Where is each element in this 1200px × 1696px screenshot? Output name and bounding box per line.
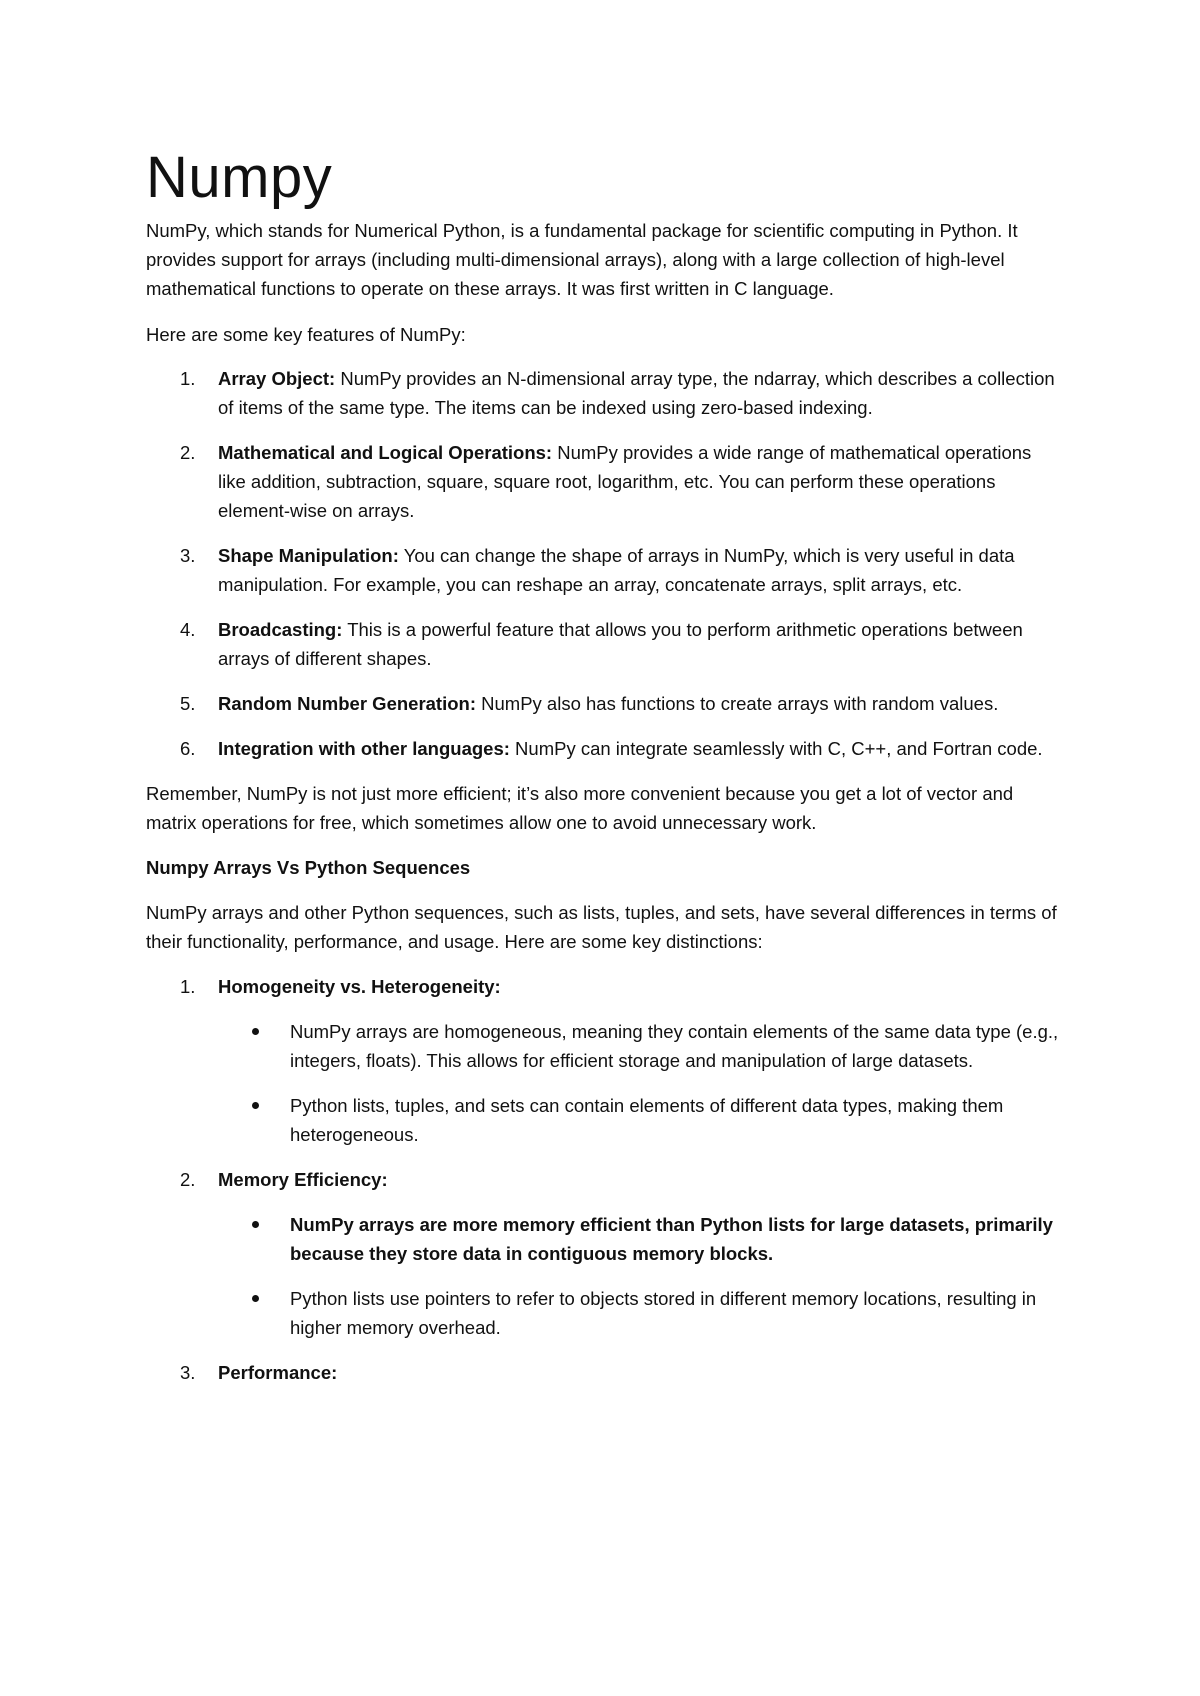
feature-item [180,438,1060,525]
feature-term: Mathematical and Logical Operations: [218,442,553,463]
feature-term: Broadcasting: [218,619,343,640]
feature-text: NumPy also has functions to create arrays with random values. [476,693,999,714]
remember-paragraph: Remember, NumPy is not just more efficient; it’s also more convenient because you get a lot of vector and matrix operations for free, which sometimes allow one to avoid unnecessary work. [146,783,1014,833]
difference-item [180,1358,1060,1387]
feature-term: Random Number Generation: [218,693,476,714]
section-intro: NumPy arrays and other Python sequences, such as lists, tuples, and sets, have several differences in terms of their functionality, performance, and usage. Here are some key distinctions: [146,902,1057,952]
feature-text: NumPy provides an N-dimensional array type, the ndarray, which describes a collection of items of the same type. The items can be indexed using zero-based indexing. [218,368,1055,418]
list-number: 2. [180,1169,196,1190]
differences-list [146,972,1060,1387]
feature-text: This is a powerful feature that allows you to perform arithmetic operations between arrays of different shapes. [218,619,1023,669]
bullet-item [290,1210,1060,1268]
bullet-item [290,1091,1060,1149]
features-lead: Here are some key features of NumPy: [146,324,466,345]
feature-text: You can change the shape of arrays in NumPy, which is very useful in data manipulation. For example, you can reshape an array, concatenate arrays, split arrays, etc. [218,545,1015,595]
bullet-dot-icon [252,1295,259,1302]
feature-text: NumPy can integrate seamlessly with C, C++, and Fortran code. [509,738,1043,759]
bullet-list [218,1017,1060,1149]
difference-term: Homogeneity vs. Heterogeneity: [218,976,501,997]
feature-item [180,615,1060,673]
difference-item [180,972,1060,1149]
bullet-text: NumPy arrays are homogeneous, meaning they contain elements of the same data type (e.g., integers, floats). This allows for efficient storage and manipulation of large datasets. [290,1021,1059,1071]
feature-item [180,364,1060,422]
bullet-item [290,1017,1060,1075]
feature-item [180,689,1060,718]
bullet-text: Python lists, tuples, and sets can contain elements of different data types, making them heterogeneous. [290,1095,1004,1145]
list-number: 1. [180,976,196,997]
section-heading: Numpy Arrays Vs Python Sequences [146,857,471,878]
list-number: 5. [180,693,196,714]
list-number: 1. [180,368,196,389]
bullet-text: Python lists use pointers to refer to objects stored in different memory locations, resulting in higher memory overhead. [290,1288,1037,1338]
feature-term: Array Object: [218,368,336,389]
difference-item [180,1165,1060,1342]
bullet-dot-icon [252,1028,259,1035]
bullet-item [290,1284,1060,1342]
feature-item [180,541,1060,599]
intro-paragraph: NumPy, which stands for Numerical Python, is a fundamental package for scientific computing in Python. It provides support for arrays (including multi-dimensional arrays), along with a large collection of high-level mathematical functions to operate on these arrays. It was first written in C language. [146,220,1018,299]
feature-text: NumPy provides a wide range of mathematical operations like addition, subtraction, square, square root, logarithm, etc. You can perform these operations element-wise on arrays. [218,442,1032,521]
bullet-text: NumPy arrays are more memory efficient than Python lists for large datasets, primarily because they store data in contiguous memory blocks. [290,1214,1053,1264]
difference-term: Memory Efficiency: [218,1169,388,1190]
feature-term: Integration with other languages: [218,738,510,759]
bullet-dot-icon [252,1221,259,1228]
difference-term: Performance: [218,1362,338,1383]
bullet-list [218,1210,1060,1342]
list-number: 4. [180,619,196,640]
list-number: 6. [180,738,196,759]
feature-term: Shape Manipulation: [218,545,399,566]
list-number: 3. [180,1362,196,1383]
list-number: 2. [180,442,196,463]
page-title: Numpy [146,145,333,210]
list-number: 3. [180,545,196,566]
bullet-dot-icon [252,1102,259,1109]
feature-item [180,734,1060,763]
features-list [146,364,1060,763]
